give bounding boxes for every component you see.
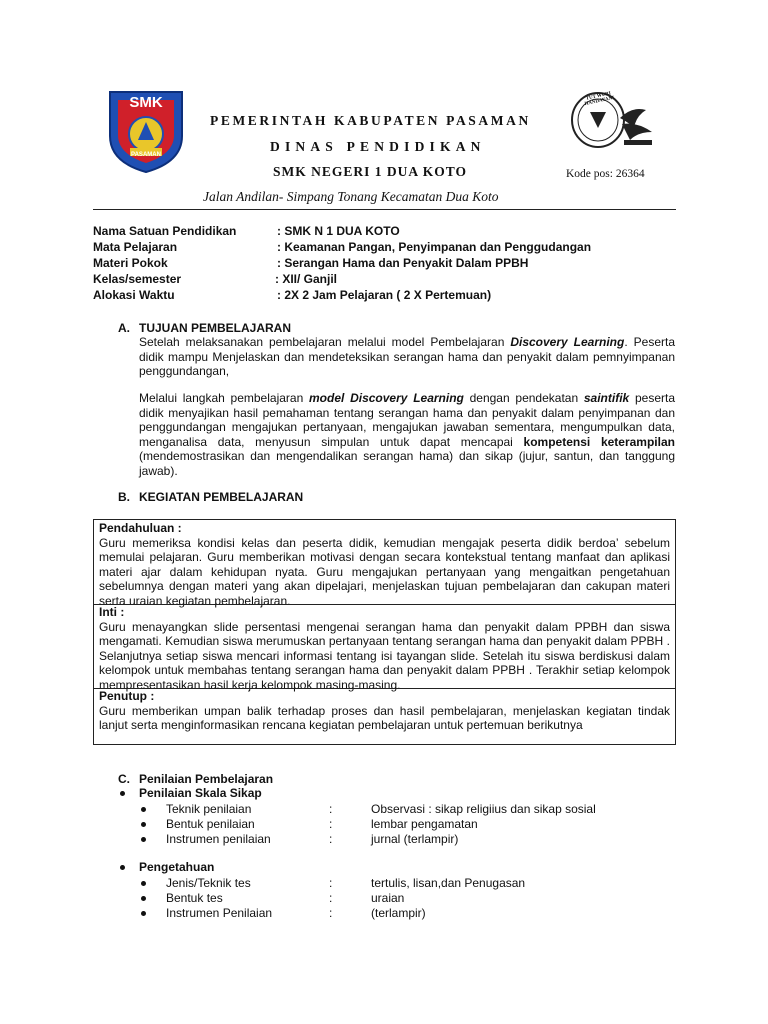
header-rule <box>93 209 676 210</box>
item-value: jurnal (terlampir) <box>371 832 459 846</box>
section-b-title: KEGIATAN PEMBELAJARAN <box>139 490 304 504</box>
section-a-letter: A. <box>118 321 130 335</box>
section-a-paragraph-1 <box>139 335 675 379</box>
logo-subtext: PASAMAN <box>131 152 161 158</box>
bullet-icon <box>141 881 146 886</box>
header-department: DINAS PENDIDIKAN <box>270 139 486 154</box>
bullet-icon <box>141 822 146 827</box>
activity-text: Guru memberikan umpan balik terhadap proses dan hasil pembelajaran, menjelaskan kegiatan tindak lanjut serta menginformasikan rencana kegiatan pembelajaran untuk pertemuan berikutnya <box>99 703 670 733</box>
info-label: Kelas/semester <box>93 272 182 286</box>
info-value: : Keamanan Pangan, Penyimpanan dan Penggudangan <box>277 240 592 254</box>
text-run: peserta didik menyajikan hasil pemahaman tentang serangan hama dan penyakit dalam penyimpanan dan penggundangan mengajukan pertanyaan, mengajukan jawaban sementara, mengumpulkan data, menganalisa data, menyusun simpulan untuk dapat mencapai <box>139 391 676 449</box>
item-key: Jenis/Teknik tes <box>166 876 251 890</box>
assessment-item <box>139 802 679 817</box>
activity-title: Inti : <box>99 605 125 619</box>
text-run: dengan pendekatan <box>463 391 584 405</box>
item-value: uraian <box>371 891 405 905</box>
tut-wuri-text: TUT WURI HANDAYANI <box>584 91 615 108</box>
activity-row <box>94 605 675 693</box>
info-label: Alokasi Waktu <box>93 288 175 302</box>
info-value: : Serangan Hama dan Penyakit Dalam PPBH <box>277 256 529 270</box>
assessment-group <box>118 786 418 802</box>
info-label: Nama Satuan Pendidikan <box>93 224 237 238</box>
item-separator: : <box>329 832 333 846</box>
address: Jalan Andilan- Simpang Tonang Kecamatan Dua Koto <box>203 189 499 204</box>
header-school: SMK NEGERI 1 DUA KOTO <box>273 164 468 179</box>
item-key: Instrumen Penilaian <box>166 906 273 920</box>
bullet-icon <box>120 791 125 796</box>
activity-row <box>94 521 675 609</box>
bullet-icon <box>141 911 146 916</box>
bullet-icon <box>141 896 146 901</box>
section-b-letter: B. <box>118 490 130 504</box>
assessment-item <box>139 906 679 921</box>
school-logo <box>104 88 188 174</box>
activities-table <box>93 519 676 745</box>
item-separator: : <box>329 802 333 816</box>
info-value: : XII/ Ganjil <box>275 272 338 286</box>
item-key: Bentuk tes <box>166 891 223 905</box>
item-key: Bentuk penilaian <box>166 817 255 831</box>
group-title: Pengetahuan <box>139 860 215 874</box>
text-run: Melalui langkah pembelajaran <box>139 391 309 405</box>
section-c-letter: C. <box>118 772 130 786</box>
activity-title: Pendahuluan : <box>99 521 182 535</box>
item-value: (terlampir) <box>371 906 426 920</box>
emphasis-text: model Discovery Learning <box>309 391 464 405</box>
item-separator: : <box>329 906 333 920</box>
item-value: Observasi : sikap religiius dan sikap sosial <box>371 802 596 816</box>
text-run: Setelah melaksanakan pembelajaran melalui model Pembelajaran <box>139 335 511 349</box>
bullet-icon <box>141 837 146 842</box>
activity-text: Guru menayangkan slide persentasi mengenai serangan hama dan penyakit dalam PPBH dan siswa mengamati. Kemudian siswa merumuskan pertanyaan tentang serangan hama dan penyakit dalam PPBH . Selanjutnya setiap siswa mencari informasi tentang isi tayangan slide. Setelah itu siswa berdiskusi dalam kelompok untuk membahas tentang serangan hama dan penyakit dalam PPBH . Terakhir setiap kelompok mempresentasikan hasil kerja kelompok masing-masing. <box>99 619 670 692</box>
strong-text: kompetensi keterampilan <box>523 434 675 449</box>
info-value: : 2X 2 Jam Pelajaran ( 2 X Pertemuan) <box>277 288 492 302</box>
item-key: Teknik penilaian <box>166 802 252 816</box>
header-government: PEMERINTAH KABUPATEN PASAMAN <box>210 113 531 128</box>
info-label: Materi Pokok <box>93 256 168 270</box>
tut-wuri-logo <box>568 88 656 156</box>
item-value: tertulis, lisan,dan Penugasan <box>371 876 526 890</box>
text-run: . Peserta didik mampu Menjelaskan dan mendeteksikan serangan hama dan penyakit dalam pemnyimpanan penggundangan, <box>139 335 675 379</box>
info-value: : SMK N 1 DUA KOTO <box>277 224 400 238</box>
activity-row <box>94 689 675 733</box>
emphasis-text: saintifik <box>583 391 630 405</box>
bullet-icon <box>120 865 125 870</box>
emphasis-text: Discovery Learning <box>510 335 625 349</box>
assessment-item <box>139 817 679 832</box>
section-a-paragraph-2 <box>139 391 675 479</box>
item-separator: : <box>329 891 333 905</box>
activity-text: Guru memeriksa kondisi kelas dan peserta didik, kemudian mengajak peserta didik berdoa’ sebelum memulai pelajaran. Guru memberikan motivasi dengan secara kontekstual tentang manfaat dan aplikasi materi ajar dalam kehidupan nyata. Guru mengajukan pertanyaan yang mengaitkan pengetahuan sebelumnya dengan materi yang akan dipelajari, menjelaskan tujuan pembelajaran dan cakupan materi serta uraian kegiatan pembelajaran. <box>99 535 670 608</box>
item-separator: : <box>329 876 333 890</box>
logo-text: SMK <box>129 94 163 111</box>
section-a-title: TUJUAN PEMBELAJARAN <box>139 321 292 335</box>
activity-title: Penutup : <box>99 689 155 703</box>
assessment-item <box>139 832 679 847</box>
assessment-item <box>139 891 679 906</box>
group-title: Penilaian Skala Sikap <box>139 786 262 800</box>
item-separator: : <box>329 817 333 831</box>
bullet-icon <box>141 807 146 812</box>
assessment-group <box>118 860 418 876</box>
item-value: lembar pengamatan <box>371 817 478 831</box>
section-c-title: Penilaian Pembelajaran <box>139 772 274 786</box>
text-run: (mendemostrasikan dan mengendalikan serangan hama) dan sikap (jujur, santun, dan tanggung jawab). <box>139 449 675 478</box>
postal-code: Kode pos: 26364 <box>566 168 645 180</box>
assessment-item <box>139 876 679 891</box>
item-key: Instrumen penilaian <box>166 832 271 846</box>
info-label: Mata Pelajaran <box>93 240 178 254</box>
